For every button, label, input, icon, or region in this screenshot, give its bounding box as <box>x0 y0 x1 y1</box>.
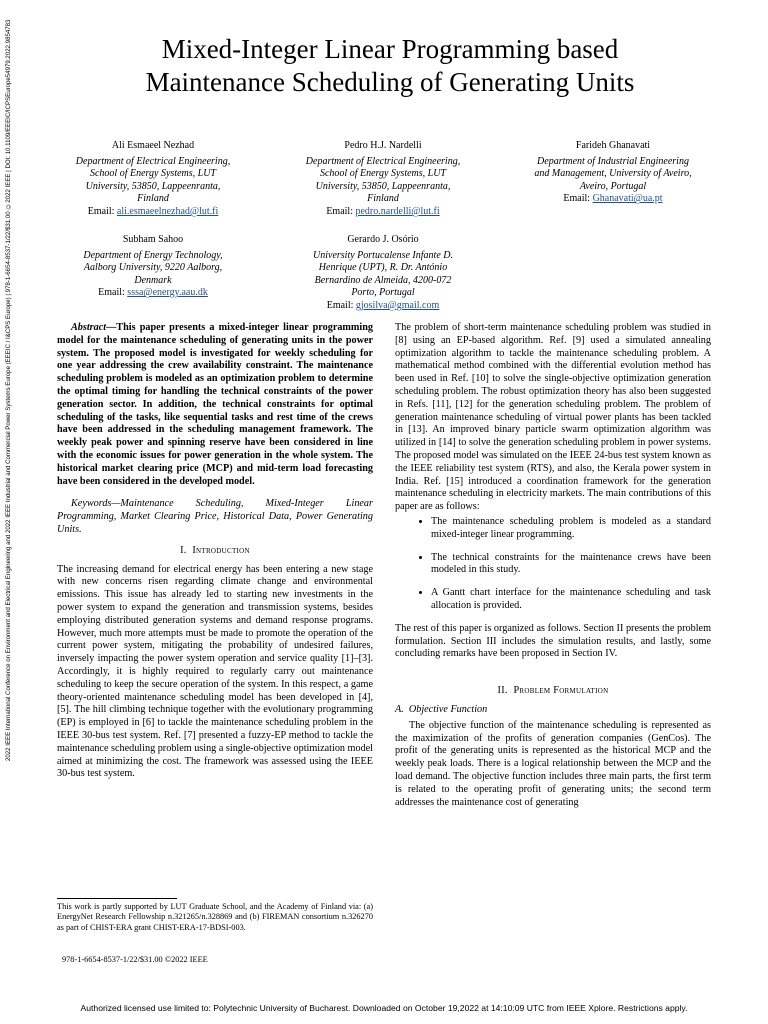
author-aff-line: Henrique (UPT), R. Dr. António <box>318 262 448 274</box>
email-label: Email: <box>563 193 591 205</box>
author-aff-line: University, 53850, Lappeenranta, <box>85 180 221 192</box>
title-line-1: Mixed-Integer Linear Programming based <box>161 34 619 64</box>
author-aff-line: Aalborg University, 9220 Aalborg, <box>83 262 223 274</box>
author-name: Subham Sahoo <box>122 234 184 245</box>
keywords <box>57 498 373 536</box>
author-aff-line: Department of Energy Technology, <box>83 249 223 261</box>
author-block-2 <box>278 140 488 219</box>
author-email-link[interactable]: gjosilva@gmail.com <box>355 299 440 311</box>
doi-side-strip: 2022 IEEE International Conference on Environment and Electrical Engineering and 2022 IEEE Industrial and Commercial Power Systems Europe (EEEIC / I&CPS Europe) | 978-1-6654-8537-1/22/$31.00 ©2022 IEEE | DOI: 10.1109/EEEIC/ICPSEurope54979.2022.9854783 <box>5 20 12 762</box>
title-line-2: Maintenance Scheduling of Generating Units <box>145 67 635 97</box>
section-number: I. <box>180 544 187 556</box>
author-aff-line: Department of Industrial Engineering <box>537 155 689 167</box>
right-column <box>395 322 711 809</box>
footnote: This work is partly supported by LUT Graduate School, and the Academy of Finland via: (a) EnergyNet Research Fellowship n.321265/n.328869 and (b) FIREMAN consortium n.326270 as part of CHIST-ERA grant CHIST-ERA-17-BDSI-003. <box>57 902 373 932</box>
author-name: Gerardo J. Osório <box>347 234 419 245</box>
section-heading-problem-formulation <box>395 685 711 698</box>
keywords-text: —Maintenance Scheduling, Mixed-Integer Linear Programming, Market Clearing Price, Historical Data, Power Generating Units. <box>57 498 373 535</box>
body-paragraph: The objective function of the maintenance scheduling is represented as the maximization of the profits of generation companies (GenCos). The profit of the generating units is represented as the historical MCP and the weekly peak loads. There is a logical relationship between the MCP and the load demand. The objective function includes three main parts, the first term is related to the operating profit of generating units; the second term addresses the maintenance cost of generating <box>395 719 711 808</box>
author-aff-line: Porto, Portugal <box>351 287 415 299</box>
author-aff-line: Department of Electrical Engineering, <box>75 155 231 167</box>
author-aff-line: and Management, University of Aveiro, <box>534 168 692 180</box>
section-number: II. <box>497 685 508 697</box>
email-label: Email: <box>87 205 115 217</box>
author-aff-line: Aveiro, Portugal <box>579 180 647 192</box>
author-email-line <box>48 287 258 300</box>
list-item: • A Gantt chart interface for the maintenance scheduling and task allocation is provided. <box>431 587 711 613</box>
author-block-4 <box>48 234 258 300</box>
abstract-text: —This paper presents a mixed-integer linear programming model for the maintenance scheduling of generating units in the power system. The proposed model is investigated for weekly scheduling for one year addressing the crew availability constraint. The maintenance scheduling problem is modeled as an optimization problem to determine the optimal timing for handling the technical constraints of the power generation sector. In addition, the technical constraints for optimal scheduling of the tasks, like sequential tasks and rest time of the crews have been addressed in the scheduling management framework. The weekly peak power and spinning reserve have been considered in line with the economic issues for power generation in the whole system. The historical market clearing price (MCP) and mid-term load forecasting have been considered in the developed model. <box>57 322 373 487</box>
author-email-line <box>48 206 258 219</box>
author-aff-line: University, 53850, Lappeenranta, <box>315 180 451 192</box>
contributions-list <box>395 516 711 613</box>
author-email-line <box>508 193 718 206</box>
body-paragraph: The problem of short-term maintenance scheduling problem was studied in [8] using an EP-based algorithm. Ref. [9] used a simulated annealing optimization algorithm to tackle the maintenance scheduling problem. A mathematical method combined with the differential evolution method has been used in Ref. [10] to solve the single-objective optimization generation scheduling problem. The robust optimization theory has also been suggested in Refs. [11], [12] for the generation scheduling problem. The problem of generation maintenance scheduling of virtual power plants has been tackled in [13]. An improved binary particle swarm optimization algorithm was utilized in [14] to solve the generation scheduling problem in power systems. The proposed model was simulated on the IEEE 24-bus test system known as the IEEE reliability test system (RTS), and also, the Kerala power system in India. Ref. [15] introduced a coordination framework for the generation maintenance scheduling in electricity markets. The main contributions of this paper are as follows: <box>395 322 711 513</box>
author-block-3 <box>508 140 718 206</box>
abstract-label: Abstract <box>71 322 107 333</box>
author-aff-line: Finland <box>137 193 169 205</box>
email-label: Email: <box>326 205 353 217</box>
section-heading-introduction <box>57 545 373 558</box>
intro-paragraph: The increasing demand for electrical energy has been entering a new stage with new concerns risen regarding climate change and environmental emissions. This issue has already led to starting new investments in the power system to expand the generation and transmission systems, besides employing distributed generation systems and demand response programs. However, much more attempts must be made to promote the operation of the current power system, mitigating the probability of undesired failures, inversely impacting the power system operation and service quality [1]–[3]. Accordingly, it is highly required to regularly carry out maintenance scheduling to keep the secure operation of the system. In this respect, a game theory-oriented maintenance scheduling model has been developed in [4], [5]. The hill climbing technique together with the evolutionary programming (EP) is employed in [6] to tackle the maintenance scheduling problem in the IEEE 30-bus test system. Ref. [7] presented a fuzzy-EP method to tackle the maintenance scheduling problem using a single-objective optimization model aimed at minimizing the cost. The framework was assessed using the IEEE 30-bus test system. <box>57 563 374 780</box>
author-email-line <box>278 300 488 313</box>
license-notice: Authorized licensed use limited to: Polytechnic University of Bucharest. Downloaded on October 19,2022 at 14:10:09 UTC from IEEE Xplore. Restrictions apply. <box>80 1003 688 1013</box>
author-aff-line: University Portucalense Infante D. <box>313 249 453 261</box>
email-label: Email: <box>98 287 125 299</box>
author-name: Pedro H.J. Nardelli <box>344 140 422 151</box>
author-email-link[interactable]: Ghanavati@ua.pt <box>592 193 663 205</box>
section-title: Introduction <box>192 544 250 556</box>
left-column <box>57 322 373 781</box>
author-aff-line: Denmark <box>134 274 172 286</box>
subsection-title: Objective Function <box>408 703 488 715</box>
subsection-label: A. <box>395 703 404 715</box>
copyright-line: 978-1-6654-8537-1/22/$31.00 ©2022 IEEE <box>62 955 208 964</box>
author-name: Ali Esmaeel Nezhad <box>111 140 195 151</box>
author-block-1 <box>48 140 258 219</box>
author-email-link[interactable]: ali.esmaeelnezhad@lut.fi <box>116 205 219 217</box>
body-paragraph: The rest of this paper is organized as follows. Section II presents the problem formulation. Section III includes the simulation results, and lastly, some concluding remarks have been proposed in Section IV. <box>395 622 711 660</box>
author-name: Farideh Ghanavati <box>575 140 651 151</box>
author-email-line <box>278 206 488 219</box>
abstract <box>57 322 373 488</box>
author-block-5 <box>278 234 488 313</box>
author-aff-line: Finland <box>367 193 399 205</box>
section-title: Problem Formulation <box>513 685 609 697</box>
author-aff-line: School of Energy Systems, LUT <box>319 168 446 180</box>
list-item: • The maintenance scheduling problem is modeled as a standard mixed-integer linear programming. <box>431 516 711 542</box>
keywords-label: Keywords <box>71 498 112 510</box>
paper-title <box>40 33 740 99</box>
footnote-divider <box>57 898 177 899</box>
subsection-heading <box>395 704 711 717</box>
author-aff-line: School of Energy Systems, LUT <box>89 168 216 180</box>
email-label: Email: <box>326 299 354 311</box>
author-aff-line: Department of Electrical Engineering, <box>305 155 461 167</box>
author-email-link[interactable]: sssa@energy.aau.dk <box>127 287 208 299</box>
author-email-link[interactable]: pedro.nardelli@lut.fi <box>355 205 440 217</box>
list-item: • The technical constraints for the maintenance crews have been modeled in this study. <box>431 552 711 578</box>
author-aff-line: Bernardino de Almeida, 4200-072 <box>314 274 452 286</box>
